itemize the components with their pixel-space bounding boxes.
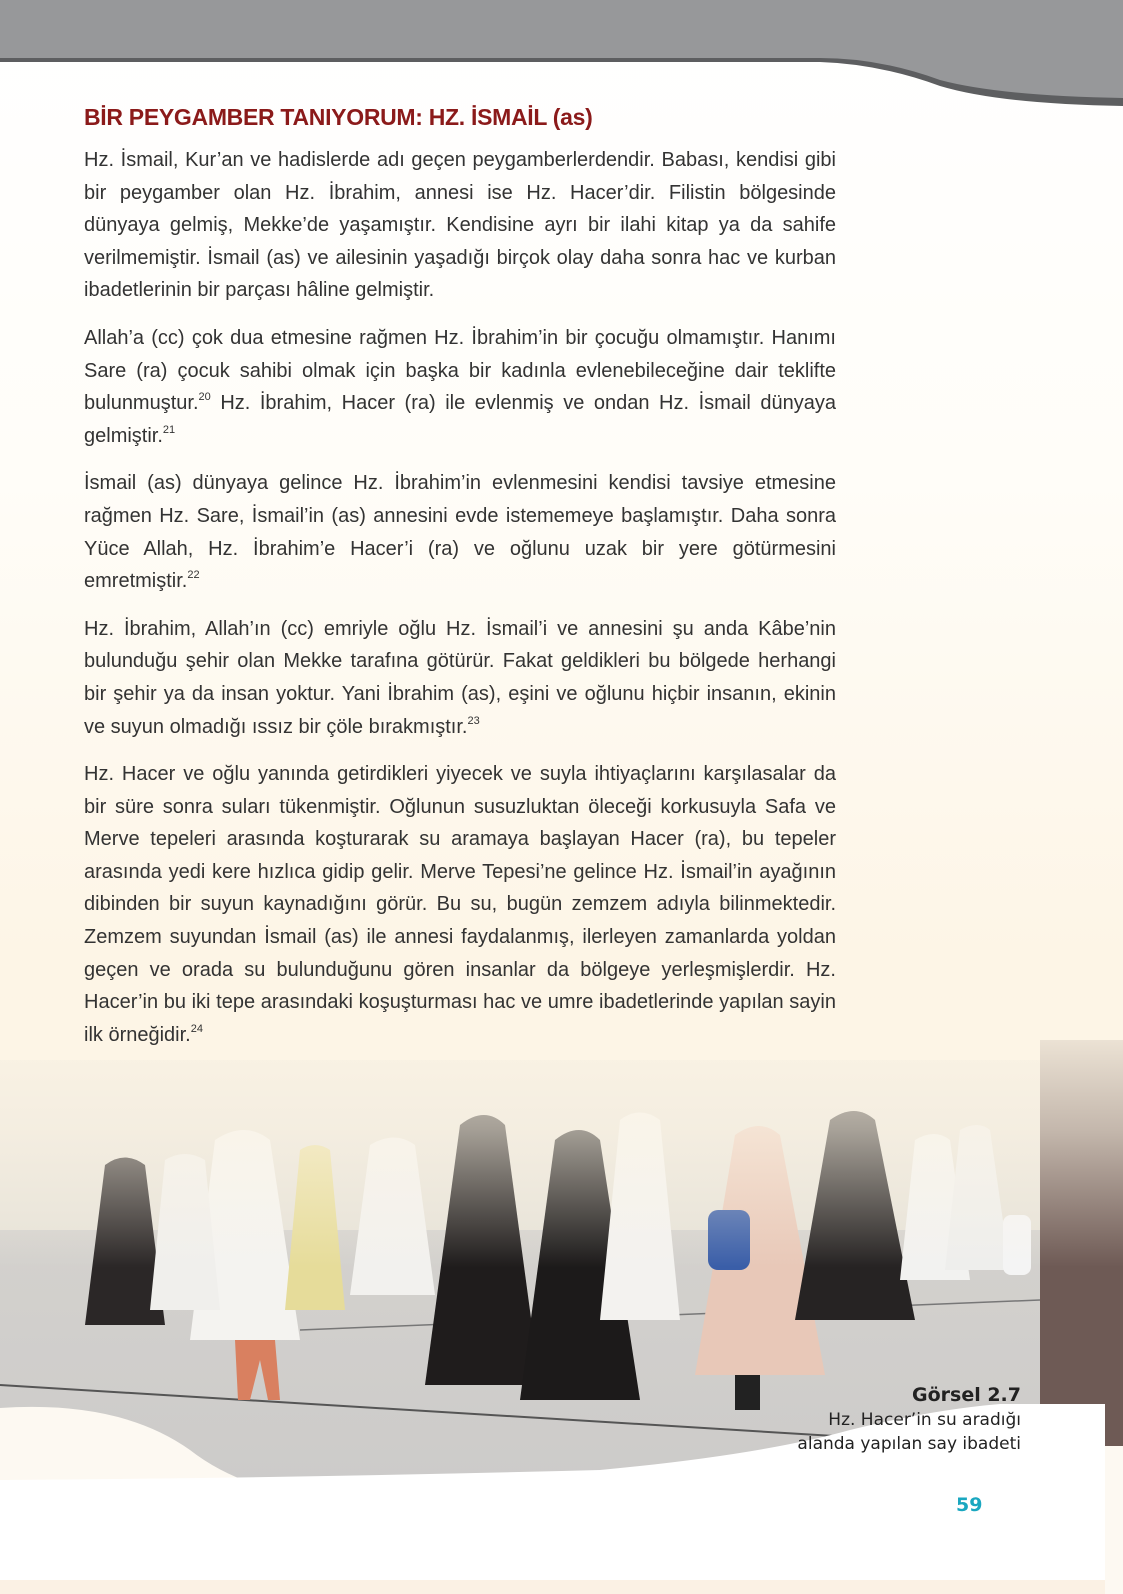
paragraph-text: Hz. İsmail, Kur’an ve hadislerde adı geçen peygamberlerdendir. Babası, kendisi gibi bir peygamber olan Hz. İbrahim, annesi ise Hz. Hacer’dir. Filistin bölgesinde dünyaya gelmiş, Mekke’de yaşamıştır. Kendisine ayrı bir ilahi kitap ya da sahife verilmemiştir. İsmail (as) ve ailesinin yaşadığı birçok olay daha sonra hac ve kurban ibadetlerinin bir parçası hâline gelmiştir.: [84, 149, 836, 302]
footnote-ref: 23: [467, 714, 480, 727]
paragraph-text: Allah’a (cc) çok dua etmesine rağmen Hz. İbrahim’in bir çocuğu olmamıştır. Hanımı Sare (ra) çocuk sahibi olmak için başka bir kadınla evlenebileceğine dair teklifte bulunmuştur.: [84, 326, 836, 415]
page-title: BİR PEYGAMBER TANIYORUM: HZ. İSMAİL (as): [84, 104, 593, 130]
header-banner: [0, 0, 1123, 110]
paragraph: [84, 144, 836, 307]
paragraph: [84, 758, 836, 1051]
pilgrims-photo: [0, 1000, 1123, 1594]
footnote-ref: 24: [190, 1022, 203, 1035]
footnote-ref: 20: [198, 391, 211, 404]
page-number: 59: [956, 1494, 983, 1516]
article-body: [84, 144, 836, 1066]
paragraph: [84, 613, 836, 743]
paragraph-text: İsmail (as) dünyaya gelince Hz. İbrahim’in evlenmesini kendisi tavsiye etmesine rağmen Hz. Sare, İsmail’in (as) annesini evde istememeye başlamıştır. Daha sonra Yüce Allah, Hz. İbrahim’e Hacer’i (ra) ve oğlunu uzak bir yere götürmesini emretmiştir.: [84, 472, 836, 593]
figure-label: Görsel 2.7: [912, 1384, 1021, 1406]
paragraph-text: Hz. İbrahim, Hacer (ra) ile evlenmiş ve ondan Hz. İsmail dünyaya gelmiştir.: [84, 392, 836, 447]
footnote-ref: 22: [187, 569, 200, 582]
figure-description-line: Hz. Hacer’in su aradığı: [828, 1410, 1021, 1430]
footnote-ref: 21: [162, 423, 176, 436]
figure-description-line: alanda yapılan say ibadeti: [797, 1434, 1021, 1454]
figure-caption: [797, 1382, 1021, 1456]
paragraph: [84, 322, 836, 452]
paragraph-text: Hz. İbrahim, Allah’ın (cc) emriyle oğlu Hz. İsmail’i ve annesini şu anda Kâbe’nin bulunduğu şehir olan Mekke tarafına götürür. Fakat geldikleri bu bölgede herhangi bir şehir ya da insan yoktur. Yani İbrahim (as), eşini ve oğlunu hiçbir insanın, ekinin ve suyun olmadığı ıssız bir çöle bırakmıştır.: [84, 617, 836, 738]
paragraph-text: Hz. Hacer ve oğlu yanında getirdikleri yiyecek ve suyla ihtiyaçlarını karşılasalar da bir süre sonra suları tükenmiştir. Oğlunun susuzluktan öleceği korkusuyla Safa ve Merve tepeleri arasında koşturarak su aramaya başlayan Hacer (ra), bu tepeler arasında yedi kere hızlıca gidip gelir. Merve Tepesi’ne gelince Hz. İsmail’in ayağının dibinden bir suyun kaynadığını görür. Bu su, bugün zemzem adıyla bilinmektedir. Zemzem suyundan İsmail (as) ile annesi faydalanmış, ilerleyen zamanlarda yoldan geçen ve orada su bulunduğunu gören insanlar da bölgeye yerleşmişlerdir. Hz. Hacer’in bu iki tepe arasındaki koşuşturması hac ve umre ibadetlerinde yapılan sayin ilk örneğidir.: [84, 763, 836, 1046]
paragraph: [84, 467, 836, 597]
